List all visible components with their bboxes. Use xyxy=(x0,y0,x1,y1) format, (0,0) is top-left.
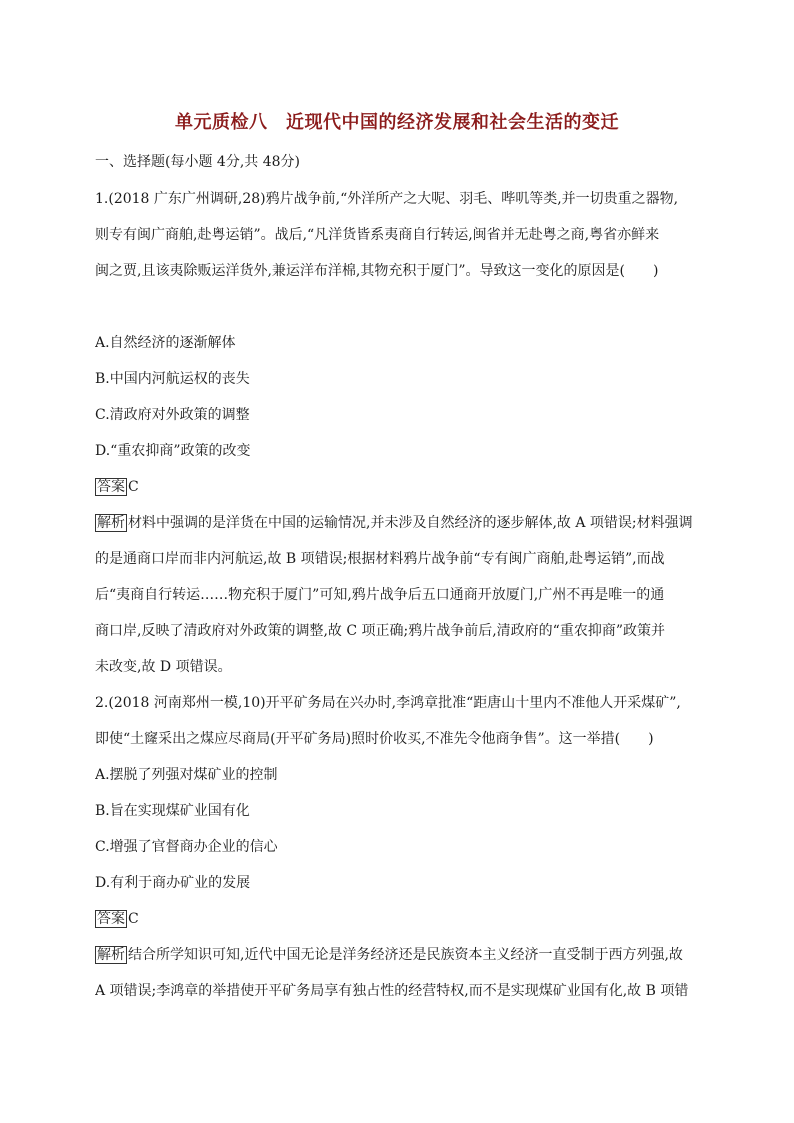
q1-option-b: B.中国内河航运权的丧失 xyxy=(95,371,250,387)
q2-analysis-line-1 xyxy=(95,945,705,965)
q1-analysis-line-4: 商口岸,反映了清政府对外政策的调整,故 C 项正确;鸦片战争前后,清政府的“重农抑商”政策并 xyxy=(95,623,665,639)
q2-answer-value: C xyxy=(128,911,139,927)
q1-answer xyxy=(95,477,705,497)
answer-label: 答案 xyxy=(97,479,125,495)
q2-analysis-line-2: A 项错误;李鸿章的举措使开平矿务局享有独占性的经营特权,而不是实现煤矿业国有化,故 B 项错 xyxy=(95,983,689,999)
q1-analysis-text: 材料中强调的是洋货在中国的运输情况,并未涉及自然经济的逐步解体,故 A 项错误;材料强调 xyxy=(128,515,693,531)
q2-option-c: C.增强了官督商办企业的信心 xyxy=(95,839,278,855)
q2-stem-line-2: 即使“土窿采出之煤应尽商局(开平矿务局)照时价收买,不准先令他商争售”。这一举措( ) xyxy=(95,731,654,747)
q2-option-d: D.有利于商办矿业的发展 xyxy=(95,875,251,891)
q1-analysis-line-1 xyxy=(95,513,705,533)
answer-label: 答案 xyxy=(97,911,125,927)
q2-analysis-text: 结合所学知识可知,近代中国无论是洋务经济还是民族资本主义经济一直受制于西方列强,故 xyxy=(128,947,683,963)
q1-option-c: C.清政府对外政策的调整 xyxy=(95,407,250,423)
q1-analysis-line-5: 未改变,故 D 项错误。 xyxy=(95,659,232,675)
page-title: 单元质检八 近现代中国的经济发展和社会生活的变迁 xyxy=(175,112,619,133)
q1-stem-line-3: 闽之贾,且该夷除贩运洋货外,兼运洋布洋棉,其物充积于厦门”。导致这一变化的原因是( ) xyxy=(95,263,659,279)
q2-stem-line-1: 2.(2018 河南郑州一模,10)开平矿务局在兴办时,李鸿章批准“距唐山十里内不准他人开采煤矿”, xyxy=(95,695,681,711)
q1-option-d: D.“重农抑商”政策的改变 xyxy=(95,443,251,459)
section-heading: 一、选择题(每小题 4分,共 48分) xyxy=(95,154,300,170)
q2-answer xyxy=(95,909,705,929)
q1-analysis-line-3: 后“夷商自行转运……物充积于厦门”可知,鸦片战争后五口通商开放厦门,广州不再是唯一的通 xyxy=(95,587,665,603)
q1-answer-value: C xyxy=(128,479,139,495)
q1-stem-line-2: 则专有闽广商舶,赴粤运销”。战后,“凡洋货皆系夷商自行转运,闽省并无赴粤之商,粤省亦鲜来 xyxy=(95,227,660,243)
q1-option-a: A.自然经济的逐渐解体 xyxy=(95,335,236,351)
q1-stem-line-1: 1.(2018 广东广州调研,28)鸦片战争前,“外洋所产之大呢、羽毛、哔叽等类,并一切贵重之器物, xyxy=(95,191,679,207)
analysis-label: 解析 xyxy=(97,515,125,531)
q1-analysis-line-2: 的是通商口岸而非内河航运,故 B 项错误;根据材料鸦片战争前“专有闽广商舶,赴粤运销”,而战 xyxy=(95,551,665,567)
q2-option-b: B.旨在实现煤矿业国有化 xyxy=(95,803,250,819)
analysis-label: 解析 xyxy=(97,947,125,963)
q2-option-a: A.摆脱了列强对煤矿业的控制 xyxy=(95,767,278,783)
